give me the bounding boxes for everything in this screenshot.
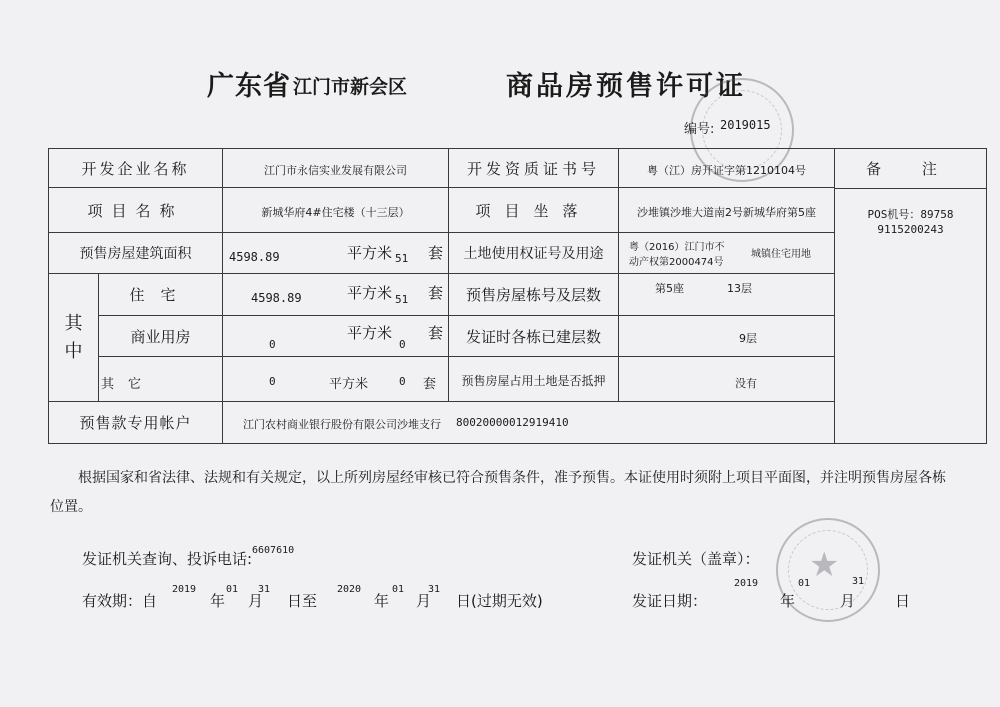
of-which-cell bbox=[49, 274, 99, 402]
presale-area-label: 预售房屋建筑面积 bbox=[79, 246, 192, 262]
valid-from-month: 01 bbox=[226, 584, 239, 595]
project-loc-value-cell bbox=[619, 188, 835, 233]
issue-day-char: 日 bbox=[895, 592, 911, 610]
commercial-sets-unit: 套 bbox=[428, 324, 444, 342]
qual-cert-value: 粤（江）房开证字第1210104号 bbox=[647, 163, 806, 177]
account-value-cell bbox=[223, 402, 835, 444]
qual-cert-label: 开发资质证书号 bbox=[466, 159, 600, 178]
building-no: 第5座 bbox=[655, 282, 684, 295]
land-cert-value-1: 粤（2016）江门市不 bbox=[629, 242, 725, 253]
qual-cert-value-cell bbox=[619, 149, 835, 188]
title-city: 江门市新会区 bbox=[293, 76, 408, 98]
valid-to-month-char: 月 bbox=[416, 592, 432, 610]
building-floor-label-cell bbox=[449, 274, 619, 316]
account-bank: 江门农村商业银行股份有限公司沙堆支行 bbox=[243, 418, 441, 431]
land-cert-value-cell bbox=[619, 233, 835, 274]
other-value-cell bbox=[223, 357, 449, 402]
seal-star-icon: ★ bbox=[809, 545, 840, 585]
valid-to-year: 2020 bbox=[337, 584, 362, 595]
floor-count: 13层 bbox=[727, 282, 752, 295]
built-floors-value-cell bbox=[619, 316, 835, 357]
remarks-label: 备 注 bbox=[866, 160, 955, 178]
valid-to-month: 01 bbox=[392, 584, 405, 595]
validity-label: 有效期：自 bbox=[82, 592, 158, 610]
project-loc-label: 项目坐落 bbox=[475, 201, 592, 220]
remarks-pos-serial: 9115200243 bbox=[877, 223, 944, 236]
issue-year: 2019 bbox=[734, 578, 759, 589]
issue-date-label: 发证日期： bbox=[632, 592, 708, 610]
authority-label: 发证机关（盖章）： bbox=[632, 550, 760, 568]
land-use-value: 城镇住宅用地 bbox=[751, 249, 811, 260]
project-name-label-cell bbox=[49, 188, 223, 233]
presale-area-value-cell bbox=[223, 233, 449, 274]
qual-cert-label-cell bbox=[449, 149, 619, 188]
residential-sets-unit: 套 bbox=[428, 284, 444, 302]
project-loc-label-cell bbox=[449, 188, 619, 233]
commercial-area-unit: 平方米 bbox=[347, 324, 393, 342]
project-name-value: 新城华府4#住宅楼（十三层） bbox=[261, 205, 410, 219]
residential-area-unit: 平方米 bbox=[347, 284, 393, 302]
valid-day-to: 日至 bbox=[287, 592, 318, 610]
issue-month-char: 月 bbox=[840, 592, 856, 610]
building-floor-value-cell bbox=[619, 274, 835, 316]
title-province: 广东省 bbox=[207, 71, 291, 102]
commercial-area: 0 bbox=[269, 338, 276, 351]
building-floor-label: 预售房屋栋号及层数 bbox=[465, 286, 601, 304]
other-sets-unit: 套 bbox=[423, 377, 437, 392]
valid-from-day: 31 bbox=[258, 584, 271, 595]
residential-label-cell bbox=[99, 274, 223, 316]
remarks-cell bbox=[835, 149, 987, 444]
built-floors-label: 发证时各栋已建层数 bbox=[465, 327, 601, 346]
project-name-value-cell bbox=[223, 188, 449, 233]
built-floors-value: 9层 bbox=[739, 332, 757, 345]
dev-company-value-cell bbox=[223, 149, 449, 188]
residential-area: 4598.89 bbox=[251, 291, 302, 305]
other-sets: 0 bbox=[399, 375, 406, 388]
project-loc-value: 沙堆镇沙堆大道南2号新城华府第5座 bbox=[637, 205, 816, 219]
valid-to-day: 31 bbox=[428, 584, 441, 595]
mortgage-value-cell bbox=[619, 357, 835, 402]
issue-day: 31 bbox=[852, 576, 865, 587]
mortgage-label-cell bbox=[449, 357, 619, 402]
other-area-unit: 平方米 bbox=[329, 377, 369, 392]
presale-area-unit: 平方米 bbox=[347, 244, 393, 262]
land-cert-value-2: 动产权第2000474号 bbox=[629, 257, 724, 268]
other-label: 其它 bbox=[101, 377, 156, 392]
commercial-value-cell bbox=[223, 316, 449, 357]
valid-from-month-char: 月 bbox=[248, 592, 264, 610]
project-name-label: 项目名称 bbox=[87, 201, 184, 220]
mortgage-label: 预售房屋占用土地是否抵押 bbox=[461, 373, 606, 388]
valid-to-year-char: 年 bbox=[374, 592, 390, 610]
other-area: 0 bbox=[269, 375, 276, 388]
permit-table bbox=[48, 148, 987, 444]
issue-year-char: 年 bbox=[780, 592, 796, 610]
presale-area-value: 4598.89 bbox=[229, 250, 280, 264]
account-number: 80020000012919410 bbox=[456, 416, 569, 429]
approval-statement: 根据国家和省法律、法规和有关规定，以上所列房屋经审核已符合预售条件，准予预售。本证使用时须附上项目平面图，并注明预售房屋各栋位置。 bbox=[50, 470, 946, 515]
built-floors-label-cell bbox=[449, 316, 619, 357]
dev-company-label: 开发企业名称 bbox=[81, 159, 190, 178]
residential-label: 住宅 bbox=[129, 286, 192, 304]
land-cert-label: 土地使用权证号及用途 bbox=[463, 246, 604, 262]
residential-sets: 51 bbox=[395, 293, 409, 306]
other-label-cell bbox=[99, 357, 223, 402]
expiry-note: 日(过期无效) bbox=[456, 592, 543, 610]
residential-value-cell bbox=[223, 274, 449, 316]
commercial-sets: 0 bbox=[399, 338, 406, 351]
title-main: 商品房预售许可证 bbox=[506, 71, 746, 102]
presale-area-label-cell bbox=[49, 233, 223, 274]
account-label-cell bbox=[49, 402, 223, 444]
issue-month: 01 bbox=[798, 578, 811, 589]
hotline-number: 6607610 bbox=[252, 545, 295, 556]
commercial-label: 商业用房 bbox=[130, 327, 191, 346]
remarks-pos-number: POS机号：89758 bbox=[867, 208, 954, 221]
mortgage-value: 没有 bbox=[735, 377, 757, 390]
presale-sets-value: 51 bbox=[395, 252, 409, 265]
serial-label: 编号: bbox=[684, 122, 715, 137]
serial-number: 2019015 bbox=[720, 118, 771, 132]
account-label: 预售款专用帐户 bbox=[79, 414, 192, 432]
dev-company-value: 江门市永信实业发展有限公司 bbox=[264, 163, 407, 177]
hotline-label: 发证机关查询、投诉电话: bbox=[82, 550, 253, 568]
presale-sets-unit: 套 bbox=[428, 244, 444, 262]
land-cert-label-cell bbox=[449, 233, 619, 274]
of-which-label: 其中 bbox=[64, 312, 83, 362]
valid-from-year-char: 年 bbox=[210, 592, 226, 610]
commercial-label-cell bbox=[99, 316, 223, 357]
dev-company-label-cell bbox=[49, 149, 223, 188]
valid-from-year: 2019 bbox=[172, 584, 197, 595]
